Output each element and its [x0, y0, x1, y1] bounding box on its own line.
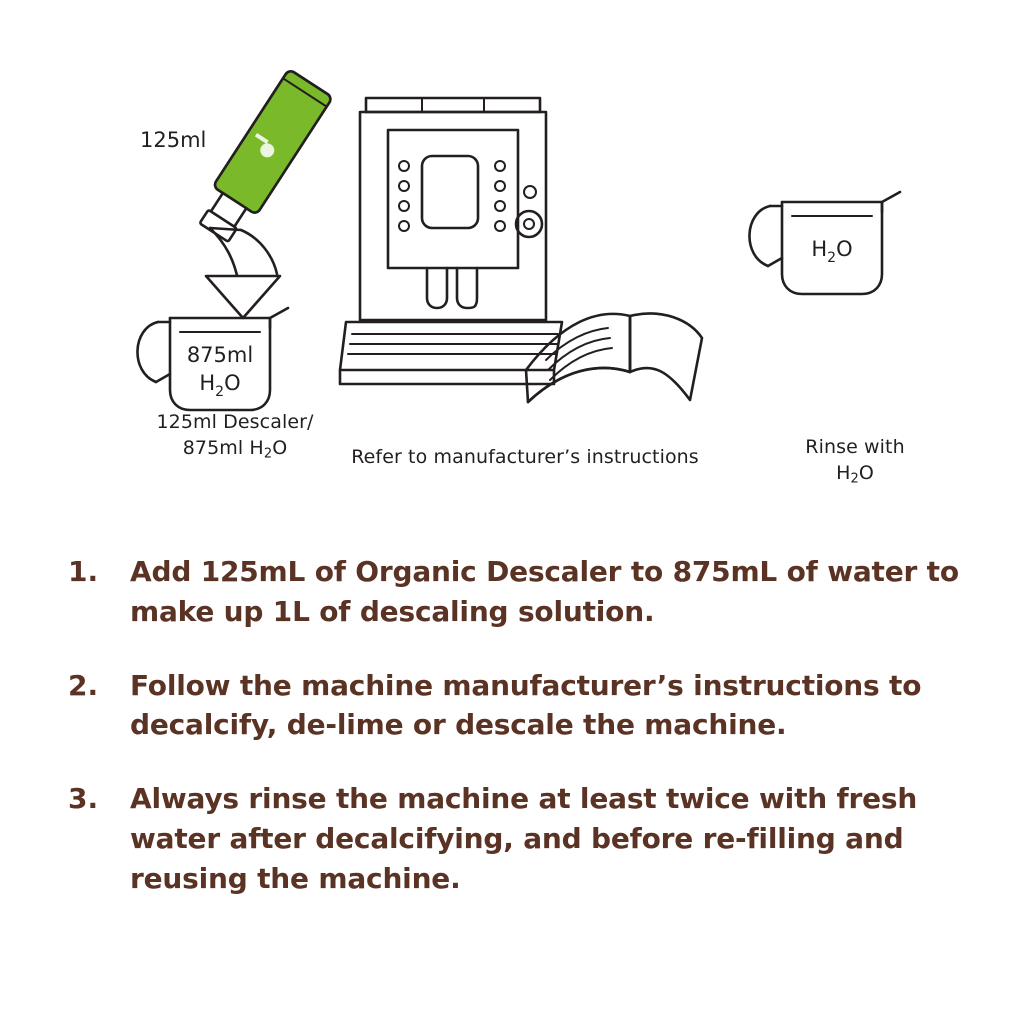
caption-rinse-line1: Rinse with [805, 436, 905, 458]
panel-rinse [720, 190, 990, 490]
step-number: 3. [68, 782, 99, 815]
caption-rinse-line2-sub: 2 [850, 470, 859, 486]
caption-descaler [110, 410, 360, 462]
caption-descaler-line2-main: 875ml H [182, 436, 264, 459]
jug-volume-text: 875ml [186, 343, 254, 367]
list-item [68, 666, 968, 746]
caption-descaler-line2-tail: O [272, 436, 288, 459]
descaler-mix-graphic [110, 60, 360, 405]
step-text: Add 125mL of Organic Descaler to 875mL of water to make up 1L of descaling solution. [130, 555, 959, 628]
panel-machine-instructions [330, 70, 720, 490]
caption-rinse-line2-main: H [836, 461, 851, 484]
jug-water-text: $H_2O$ [199, 371, 241, 400]
manual-book-icon [526, 313, 702, 402]
step-number: 1. [68, 555, 99, 588]
coffee-machine-icon [340, 98, 562, 384]
list-item [68, 552, 968, 632]
coffee-machine-graphic [330, 70, 720, 440]
tube-volume-label: 125ml [140, 128, 207, 152]
caption-machine: Refer to manufacturer’s instructions [351, 446, 699, 468]
illustration-area [0, 60, 1024, 490]
pour-arrow-icon [206, 228, 280, 318]
caption-descaler-line1: 125ml Descaler/ [156, 411, 314, 433]
panel-descaler-mix [110, 60, 360, 480]
caption-descaler-line2-sub: 2 [263, 445, 273, 461]
instruction-list [68, 552, 968, 932]
caption-rinse-line2-tail: O [858, 461, 874, 484]
caption-descaler-line2 [110, 436, 360, 463]
step-text: Always rinse the machine at least twice with fresh water after decalcifying, and before re-filling and reusing the machine. [130, 782, 918, 895]
descaler-tube-icon [192, 69, 333, 247]
caption-rinse [720, 435, 990, 487]
step-number: 2. [68, 668, 99, 702]
rinse-jug-water-text: $H_2O$ [811, 237, 853, 266]
caption-rinse-line2 [720, 461, 990, 488]
list-item [68, 779, 968, 898]
step-text: Follow the machine manufacturer’s instructions to decalcify, de-lime or descale the machine. [130, 668, 922, 742]
rinse-jug-graphic [720, 190, 990, 430]
